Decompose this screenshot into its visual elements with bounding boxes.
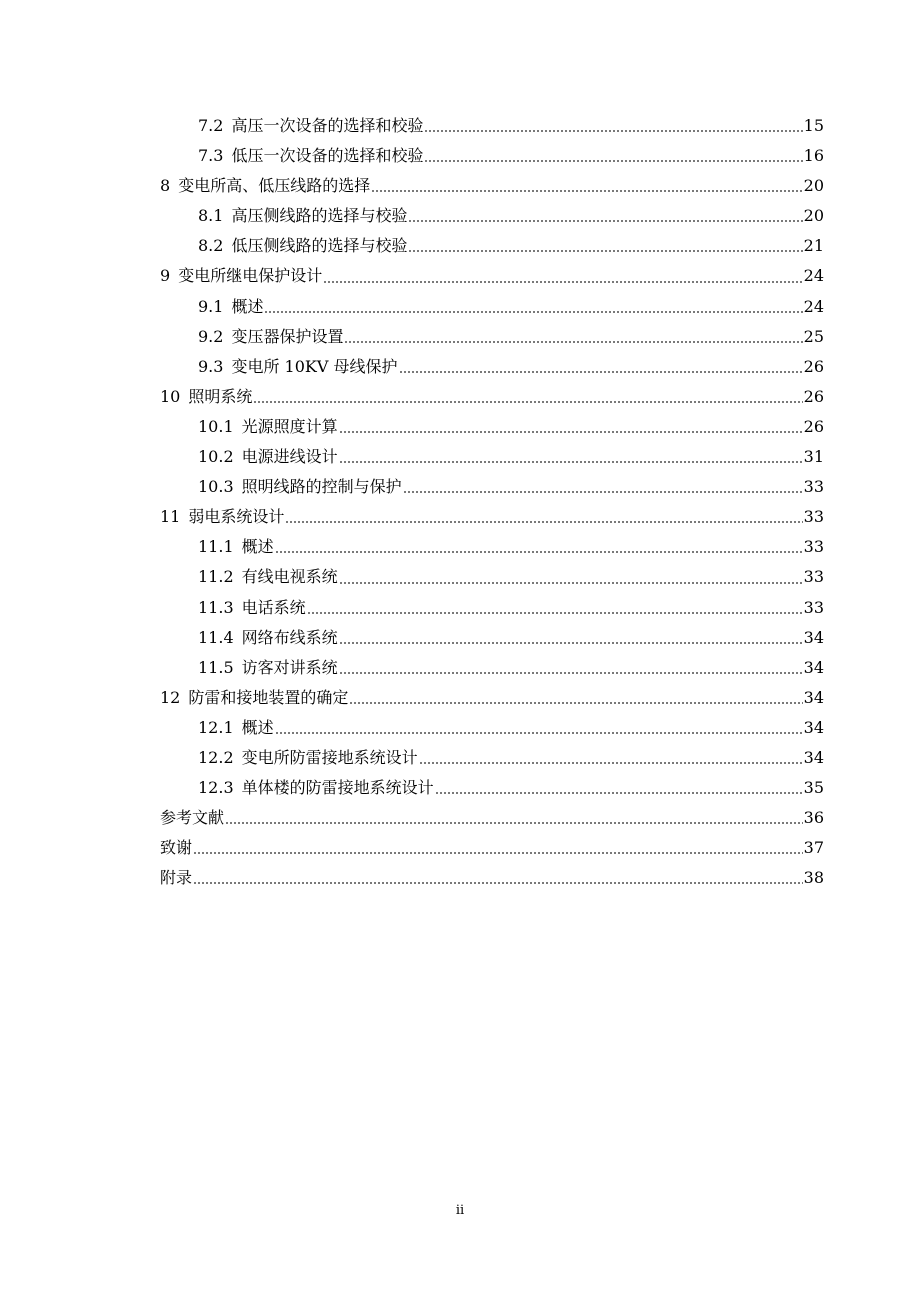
toc-entry[interactable] <box>160 261 824 291</box>
toc-dot-leader <box>339 461 803 463</box>
toc-entry[interactable] <box>160 382 824 412</box>
toc-entry[interactable] <box>160 743 824 773</box>
toc-entry-page: 31 <box>803 447 824 467</box>
toc-dot-leader <box>225 822 803 824</box>
toc-entry-title: 概述 <box>241 717 274 737</box>
toc-entry-title: 低压一次设备的选择和校验 <box>231 146 424 166</box>
toc-entry-title: 光源照度计算 <box>241 416 338 436</box>
toc-entry-title: 电话系统 <box>241 597 306 617</box>
toc-entry-page: 34 <box>803 747 824 767</box>
toc-entry-page: 26 <box>803 416 824 436</box>
toc-entry-title: 高压侧线路的选择与校验 <box>231 206 408 226</box>
toc-dot-leader <box>339 582 803 584</box>
toc-dot-leader <box>424 160 802 162</box>
toc-entry-title: 变电所高、低压线路的选择 <box>178 176 371 196</box>
toc-entry[interactable] <box>160 683 824 713</box>
toc-entry[interactable] <box>160 111 824 141</box>
toc-dot-leader <box>193 852 803 854</box>
toc-entry-title: 访客对讲系统 <box>241 657 338 677</box>
toc-entry-number: 9 <box>160 266 171 286</box>
toc-dot-leader <box>403 491 803 493</box>
toc-entry-page: 34 <box>803 687 824 707</box>
toc-entry-number: 12.1 <box>198 717 234 737</box>
toc-entry-number: 7.3 <box>198 146 224 166</box>
toc-entry[interactable] <box>160 532 824 562</box>
toc-dot-leader <box>408 220 802 222</box>
toc-entry[interactable] <box>160 833 824 863</box>
toc-entry[interactable] <box>160 653 824 683</box>
toc-dot-leader <box>408 250 802 252</box>
toc-dot-leader <box>275 551 803 553</box>
toc-entry-title: 参考文献 <box>160 808 225 828</box>
toc-entry-title: 变压器保护设置 <box>231 326 344 346</box>
toc-entry-title: 电源进线设计 <box>241 447 338 467</box>
toc-entry-page: 20 <box>803 176 824 196</box>
toc-entry-title: 照明系统 <box>188 386 253 406</box>
toc-entry[interactable] <box>160 593 824 623</box>
toc-entry-number: 10.3 <box>198 477 234 497</box>
toc-entry-number: 10 <box>160 386 181 406</box>
toc-entry-page: 20 <box>803 206 824 226</box>
toc-entry[interactable] <box>160 412 824 442</box>
toc-entry-page: 38 <box>803 868 824 888</box>
toc-entry-number: 9.3 <box>198 356 224 376</box>
toc-entry[interactable] <box>160 442 824 472</box>
toc-entry-number: 11.1 <box>198 537 234 557</box>
toc-dot-leader <box>264 311 802 313</box>
toc-entry-page: 33 <box>803 567 824 587</box>
toc-entry-number: 9.1 <box>198 296 224 316</box>
toc-entry-page: 24 <box>803 266 824 286</box>
toc-entry-number: 11.3 <box>198 597 234 617</box>
toc-entry-title: 概述 <box>241 537 274 557</box>
toc-entry-page: 34 <box>803 717 824 737</box>
toc-dot-leader <box>193 882 803 884</box>
toc-dot-leader <box>275 732 803 734</box>
toc-entry-number: 9.2 <box>198 326 224 346</box>
toc-entry[interactable] <box>160 773 824 803</box>
toc-entry[interactable] <box>160 803 824 833</box>
page-number: ii <box>455 1203 465 1218</box>
toc-dot-leader <box>339 672 803 674</box>
toc-entry-page: 15 <box>803 116 824 135</box>
toc-entry-number: 7.2 <box>198 116 224 135</box>
toc-entry-page: 26 <box>803 386 824 406</box>
toc-entry-title: 变电所继电保护设计 <box>178 266 323 286</box>
toc-dot-leader <box>253 401 802 403</box>
toc-entry[interactable] <box>160 322 824 352</box>
toc-entry[interactable] <box>160 171 824 201</box>
toc-entry[interactable] <box>160 352 824 382</box>
toc-entry-page: 37 <box>803 838 824 858</box>
toc-entry[interactable] <box>160 562 824 592</box>
toc-dot-leader <box>339 431 803 433</box>
toc-entry-title: 弱电系统设计 <box>188 507 285 527</box>
toc-entry-title: 防雷和接地装置的确定 <box>188 687 349 707</box>
toc-entry-number: 8.1 <box>198 206 224 226</box>
toc-entry-page: 36 <box>803 808 824 828</box>
toc-entry-page: 35 <box>803 778 824 798</box>
toc-entry-number: 11.4 <box>198 627 234 647</box>
toc-entry-title: 单体楼的防雷接地系统设计 <box>241 778 434 798</box>
toc-entry-page: 33 <box>803 477 824 497</box>
toc-entry-number: 8 <box>160 176 171 196</box>
toc-entry-number: 11 <box>160 507 181 527</box>
toc-dot-leader <box>424 130 802 132</box>
toc-entry[interactable] <box>160 713 824 743</box>
toc-entry-page: 26 <box>803 356 824 376</box>
toc-entry-title: 变电所防雷接地系统设计 <box>241 747 418 767</box>
toc-entry-number: 11.5 <box>198 657 234 677</box>
toc-dot-leader <box>399 371 803 373</box>
toc-entry-title: 致谢 <box>160 838 193 858</box>
toc-entry[interactable] <box>160 502 824 532</box>
toc-dot-leader <box>339 642 803 644</box>
toc-dot-leader <box>307 612 803 614</box>
toc-dot-leader <box>435 792 803 794</box>
toc-entry-number: 12.2 <box>198 747 234 767</box>
toc-dot-leader <box>371 190 802 192</box>
toc-entry-title: 低压侧线路的选择与校验 <box>231 236 408 256</box>
toc-dot-leader <box>349 702 802 704</box>
toc-entry-title: 网络布线系统 <box>241 627 338 647</box>
toc-entry-number: 11.2 <box>198 567 234 587</box>
toc-entry-title: 照明线路的控制与保护 <box>241 477 402 497</box>
toc-entry-page: 16 <box>803 146 824 166</box>
toc-entry-page: 34 <box>803 627 824 647</box>
toc-entry[interactable] <box>160 863 824 893</box>
toc-entry-page: 21 <box>803 236 824 256</box>
toc-entry-page: 33 <box>803 507 824 527</box>
toc-entry-number: 12 <box>160 687 181 707</box>
toc-entry[interactable] <box>160 231 824 261</box>
toc-entry-title: 有线电视系统 <box>241 567 338 587</box>
toc-entry[interactable] <box>160 623 824 653</box>
toc-entry-page: 33 <box>803 537 824 557</box>
toc-entry-page: 34 <box>803 657 824 677</box>
toc-dot-leader <box>285 521 802 523</box>
toc-dot-leader <box>344 341 802 343</box>
table-of-contents <box>160 111 824 893</box>
toc-entry-number: 10.2 <box>198 447 234 467</box>
toc-entry-page: 25 <box>803 326 824 346</box>
toc-entry-title: 概述 <box>231 296 264 316</box>
toc-entry-number: 8.2 <box>198 236 224 256</box>
toc-dot-leader <box>419 762 803 764</box>
toc-entry[interactable] <box>160 141 824 171</box>
toc-entry-title: 高压一次设备的选择和校验 <box>231 116 424 135</box>
toc-entry-number: 10.1 <box>198 416 234 436</box>
toc-entry-page: 24 <box>803 296 824 316</box>
toc-entry-title: 附录 <box>160 868 193 888</box>
toc-entry[interactable] <box>160 472 824 502</box>
toc-dot-leader <box>323 281 802 283</box>
toc-entry-number: 12.3 <box>198 778 234 798</box>
toc-entry-title: 变电所 10KV 母线保护 <box>231 356 398 376</box>
toc-entry[interactable] <box>160 201 824 231</box>
toc-entry-page: 33 <box>803 597 824 617</box>
toc-entry[interactable] <box>160 292 824 322</box>
